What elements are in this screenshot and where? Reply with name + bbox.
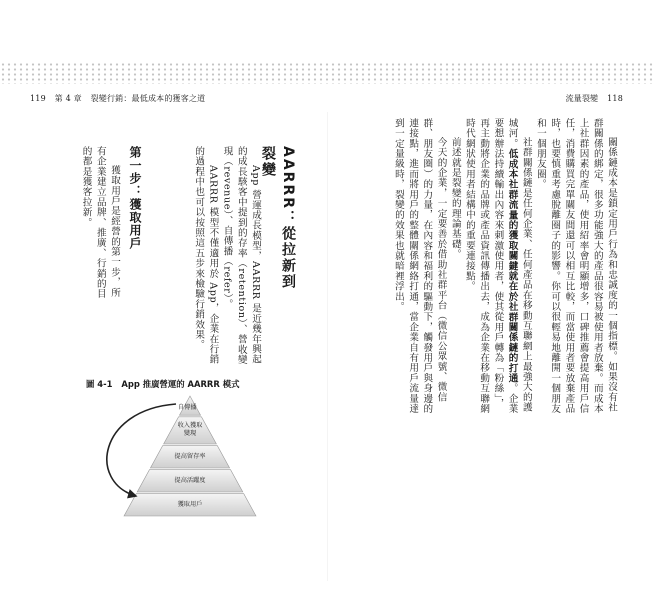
right-chapter-title: 流量裂變 [565, 94, 599, 103]
paragraph-text: 今天的企業，一定要善於借助社群平台（微信公眾號、微信群、朋友圈）的力量，在內容和福利的驅動下，觸發用戶與身邊的連接點，進而將用戶的整體關係網絡打通，當企業自有用戶流量達到一定量級時，裂變的效果也就暗裡浮出。 [392, 118, 447, 414]
paragraph-text: 。企業要想辦法持續輸出內容來刺激使用者，使其從用戶轉為「粉絲」，再主動將企業的品牌或產品資訊傳播出去，成為企業在移動互聯網時代網狀使用者結構中的重要連接點。 [463, 118, 518, 414]
emphasis-text: 低成本社群流量的獲取關鍵就在於社群關係鏈的打通 [506, 148, 518, 384]
subsection-body [80, 146, 121, 306]
paragraph-text: 社群關係鏈是任何企業、任何產品在移動互聯網上最強大的護城河。 [506, 118, 532, 413]
section-title: AARRR：從拉新到裂變 [260, 146, 296, 291]
pyramid-layer-label: 自傳播 [178, 404, 197, 411]
figure-caption [86, 378, 246, 390]
dotted-header-band [0, 62, 655, 84]
left-running-header [30, 93, 211, 104]
right-paragraph [462, 118, 533, 418]
pyramid-layer-label: 提高留存率 [174, 452, 206, 460]
paragraph-text: 關係鏈成本是鎖定用戶行為和忠誠度的一個指標。如果沒有社群關係的綁定，很多功能強大的產品很容易被使用者放棄。而成本上社群因素的產品，使用紹率會明顯增多，口碑推薦會提高用戶信任，消費購買完單關友間還可以相互比較，而當使用者要放棄產品時，也要慎重考慮脫離圈子的影響。你可以很輕易地離開一個朋友和一個朋友圈。 [534, 118, 617, 414]
right-paragraph [448, 118, 462, 418]
figure-caption-text: App 推廣營運的 AARRR 模式 [121, 379, 240, 389]
right-page-body [386, 118, 618, 418]
pyramid-layer-label: 收入獲取 變現 [177, 422, 203, 438]
subsection-title: 第一步：獲取用戶 [128, 146, 142, 250]
right-paragraph [391, 118, 448, 418]
pyramid-layer-label: 獲取用戶 [177, 500, 203, 508]
paragraph-text: 前述就是裂變的理論基礎。 [449, 137, 461, 260]
right-page-number: 118 [607, 94, 623, 103]
pyramid-layer-label: 提高活躍度 [174, 476, 206, 484]
left-chapter-label: 第 4 章 [54, 94, 82, 103]
figure-number: 圖 4-1 [86, 379, 113, 389]
page-gutter [327, 112, 328, 581]
section-intro-body [160, 146, 262, 366]
paragraph: App 營運成長模型，AARRR 是近幾年興起的成長駭客中提到的存率（retention）、營收變現（revenue）、自傳播（refer）。 [221, 146, 261, 365]
left-page-number: 119 [30, 94, 46, 103]
paragraph: AARRR 模型不僅適用於 App，企業在行銷的過程中也可以按照這五步來檢驗行銷效果。 [193, 146, 219, 365]
right-running-header [560, 93, 623, 104]
left-chapter-title: 裂變行銷：最低成本的獲客之道 [90, 94, 206, 103]
paragraph: 獲取用戶是經營的第一步，所有企業建立品牌、推廣、行銷的目的都是獲客拉新。 [80, 146, 120, 299]
right-paragraph [533, 118, 618, 418]
